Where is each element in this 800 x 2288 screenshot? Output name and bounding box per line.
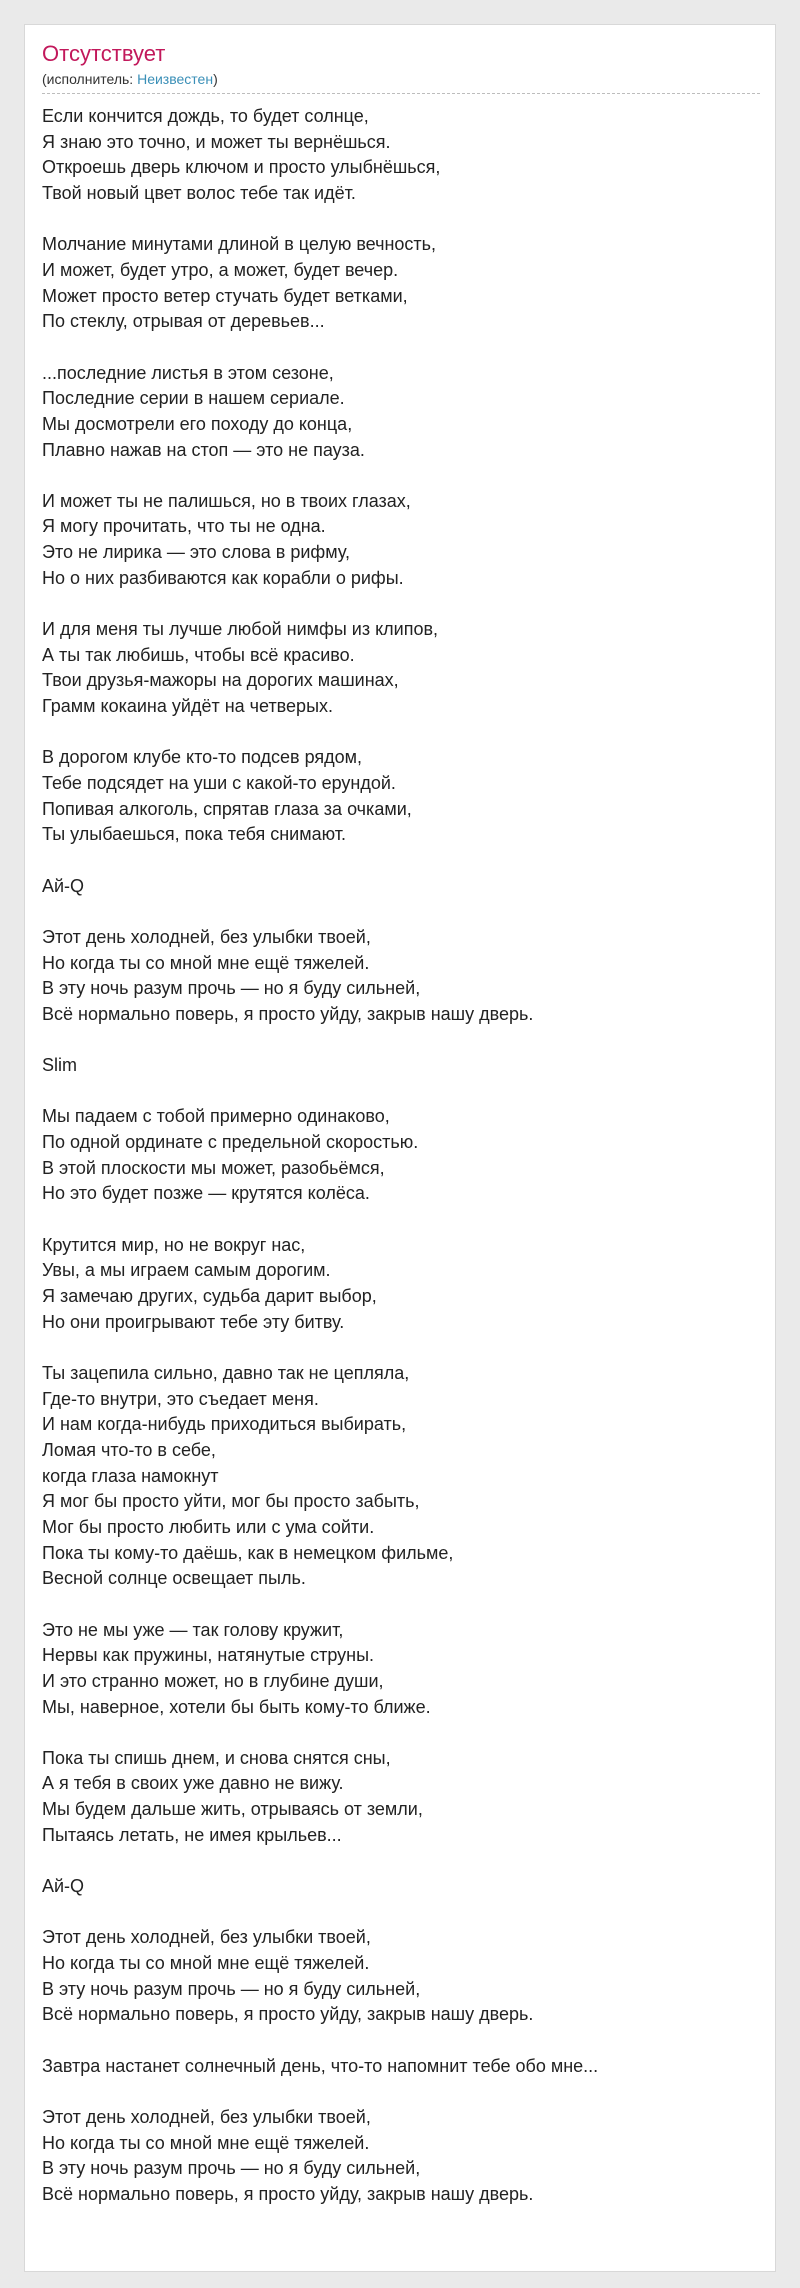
lyrics-line: Мы будем дальше жить, отрываясь от земли, xyxy=(42,1799,423,1820)
lyrics-line: Где-то внутри, это съедает меня. xyxy=(42,1388,319,1409)
lyrics-line: По стеклу, отрывая от деревьев... xyxy=(42,311,325,332)
lyrics-line: Пытаясь летать, не имея крыльев... xyxy=(42,1824,342,1845)
lyrics-line: А ты так любишь, чтобы всё красиво. xyxy=(42,644,355,665)
lyrics-line: По одной ординате с предельной скоростью. xyxy=(42,1132,419,1153)
lyrics-stanza xyxy=(42,2105,760,2208)
performer-line xyxy=(42,70,760,88)
lyrics-line: Это не мы уже — так голову кружит, xyxy=(42,1619,344,1640)
lyrics-line: И может, будет утро, а может, будет вечер. xyxy=(42,259,399,280)
lyrics-line: И это странно может, но в глубине души, xyxy=(42,1670,384,1691)
performer-suffix: ) xyxy=(213,71,218,87)
performer-prefix: (исполнитель: xyxy=(42,71,138,87)
lyrics-line: Это не лирика — это слова в рифму, xyxy=(42,542,350,563)
lyrics-stanza xyxy=(42,745,760,848)
lyrics-line: Этот день холодней, без улыбки твоей, xyxy=(42,1927,371,1948)
lyrics-line: А я тебя в своих уже давно не вижу. xyxy=(42,1773,344,1794)
lyrics-line: Увы, а мы играем самым дорогим. xyxy=(42,1260,331,1281)
lyrics-line: И для меня ты лучше любой нимфы из клипов, xyxy=(42,619,439,640)
lyrics-stanza xyxy=(42,1053,760,1079)
lyrics-text xyxy=(42,104,760,2233)
header-divider xyxy=(42,93,760,94)
lyrics-line: В этой плоскости мы может, разобьёмся, xyxy=(42,1157,385,1178)
artist-link[interactable]: Неизвестен xyxy=(137,71,214,87)
lyrics-line: Но это будет позже — крутятся колёса. xyxy=(42,1183,370,1204)
lyrics-line: И нам когда-нибудь приходиться выбирать, xyxy=(42,1414,407,1435)
lyrics-line: ...последние листья в этом сезоне, xyxy=(42,362,334,383)
lyrics-stanza xyxy=(42,232,760,335)
lyrics-line: Последние серии в нашем сериале. xyxy=(42,388,345,409)
lyrics-line: Всё нормально поверь, я просто уйду, закрыв нашу дверь. xyxy=(42,2004,534,2025)
lyrics-stanza xyxy=(42,1618,760,1721)
lyrics-stanza xyxy=(42,1874,760,1900)
lyrics-stanza xyxy=(42,1746,760,1849)
lyrics-line: Ай-Q xyxy=(42,1876,85,1897)
lyrics-stanza xyxy=(42,104,760,207)
lyrics-line: Я могу прочитать, что ты не одна. xyxy=(42,516,326,537)
lyrics-line: Твои друзья-мажоры на дорогих машинах, xyxy=(42,670,399,691)
lyrics-stanza xyxy=(42,1233,760,1336)
song-title: Отсутствует xyxy=(42,41,166,66)
lyrics-line: Пока ты кому-то даёшь, как в немецком фильме, xyxy=(42,1542,454,1563)
lyrics-line: Завтра настанет солнечный день, что-то напомнит тебе обо мне... xyxy=(42,2055,599,2076)
lyrics-line: Тебе подсядет на уши с какой-то ерундой. xyxy=(42,772,396,793)
lyrics-stanza xyxy=(42,1361,760,1592)
lyrics-stanza xyxy=(42,2054,760,2080)
lyrics-line: Но они проигрывают тебе эту битву. xyxy=(42,1311,345,1332)
lyrics-line: Плавно нажав на стоп — это не пауза. xyxy=(42,439,365,460)
lyrics-line: Нервы как пружины, натянутые струны. xyxy=(42,1645,375,1666)
lyrics-line: Ай-Q xyxy=(42,875,85,896)
lyrics-line: Если кончится дождь, то будет солнце, xyxy=(42,106,369,126)
lyrics-line: Твой новый цвет волос тебе так идёт. xyxy=(42,182,356,203)
lyrics-line: Может просто ветер стучать будет ветками, xyxy=(42,285,408,306)
lyrics-line: Пока ты спишь днем, и снова снятся сны, xyxy=(42,1747,391,1768)
lyrics-line: Я замечаю других, судьба дарит выбор, xyxy=(42,1286,377,1307)
lyrics-line: Молчание минутами длиной в целую вечность, xyxy=(42,234,437,255)
lyrics-line: Этот день холодней, без улыбки твоей, xyxy=(42,926,371,947)
lyrics-line: В дорогом клубе кто-то подсев рядом, xyxy=(42,747,363,768)
lyrics-line: Грамм кокаина уйдёт на четверых. xyxy=(42,696,334,717)
lyrics-line: Slim xyxy=(42,1055,77,1076)
lyrics-line: Я знаю это точно, и может ты вернёшься. xyxy=(42,131,391,152)
lyrics-stanza xyxy=(42,1925,760,2028)
lyrics-line: Я мог бы просто уйти, мог бы просто забыть, xyxy=(42,1491,420,1512)
lyrics-line: В эту ночь разум прочь — но я буду сильней, xyxy=(42,978,421,999)
lyrics-line: И может ты не палишься, но в твоих глазах, xyxy=(42,490,411,511)
lyrics-line: Попивая алкоголь, спрятав глаза за очками, xyxy=(42,798,412,819)
lyrics-line: Крутится мир, но не вокруг нас, xyxy=(42,1234,306,1255)
lyrics-line: Но о них разбиваются как корабли о рифы. xyxy=(42,567,404,588)
lyrics-line: Мы досмотрели его походу до конца, xyxy=(42,413,353,434)
lyrics-line: Всё нормально поверь, я просто уйду, закрыв нашу дверь. xyxy=(42,2183,534,2204)
lyrics-card xyxy=(24,24,776,2272)
lyrics-line: Ломая что-то в себе, xyxy=(42,1439,216,1460)
lyrics-line: Но когда ты со мной мне ещё тяжелей. xyxy=(42,952,370,973)
lyrics-line: Но когда ты со мной мне ещё тяжелей. xyxy=(42,1953,370,1974)
lyrics-line: Откроешь дверь ключом и просто улыбнёшься, xyxy=(42,157,441,178)
lyrics-line: Мы падаем с тобой примерно одинаково, xyxy=(42,1106,390,1127)
lyrics-stanza xyxy=(42,1104,760,1207)
lyrics-stanza xyxy=(42,874,760,900)
lyrics-line: Мог бы просто любить или с ума сойти. xyxy=(42,1516,375,1537)
lyrics-stanza xyxy=(42,361,760,464)
lyrics-line: В эту ночь разум прочь — но я буду сильней, xyxy=(42,2158,421,2179)
lyrics-line: Мы, наверное, хотели бы быть кому-то ближе. xyxy=(42,1696,431,1717)
lyrics-stanza xyxy=(42,489,760,592)
lyrics-stanza xyxy=(42,925,760,1028)
lyrics-stanza xyxy=(42,617,760,720)
lyrics-line: Этот день холодней, без улыбки твоей, xyxy=(42,2106,371,2127)
lyrics-line: Но когда ты со мной мне ещё тяжелей. xyxy=(42,2132,370,2153)
lyrics-line: Ты улыбаешься, пока тебя снимают. xyxy=(42,824,346,845)
song-header xyxy=(42,41,760,88)
lyrics-line: когда глаза намокнут xyxy=(42,1465,219,1486)
lyrics-line: Весной солнце освещает пыль. xyxy=(42,1568,306,1589)
lyrics-line: Ты зацепила сильно, давно так не цепляла, xyxy=(42,1362,410,1383)
lyrics-line: Всё нормально поверь, я просто уйду, закрыв нашу дверь. xyxy=(42,1003,534,1024)
lyrics-line: В эту ночь разум прочь — но я буду сильней, xyxy=(42,1978,421,1999)
